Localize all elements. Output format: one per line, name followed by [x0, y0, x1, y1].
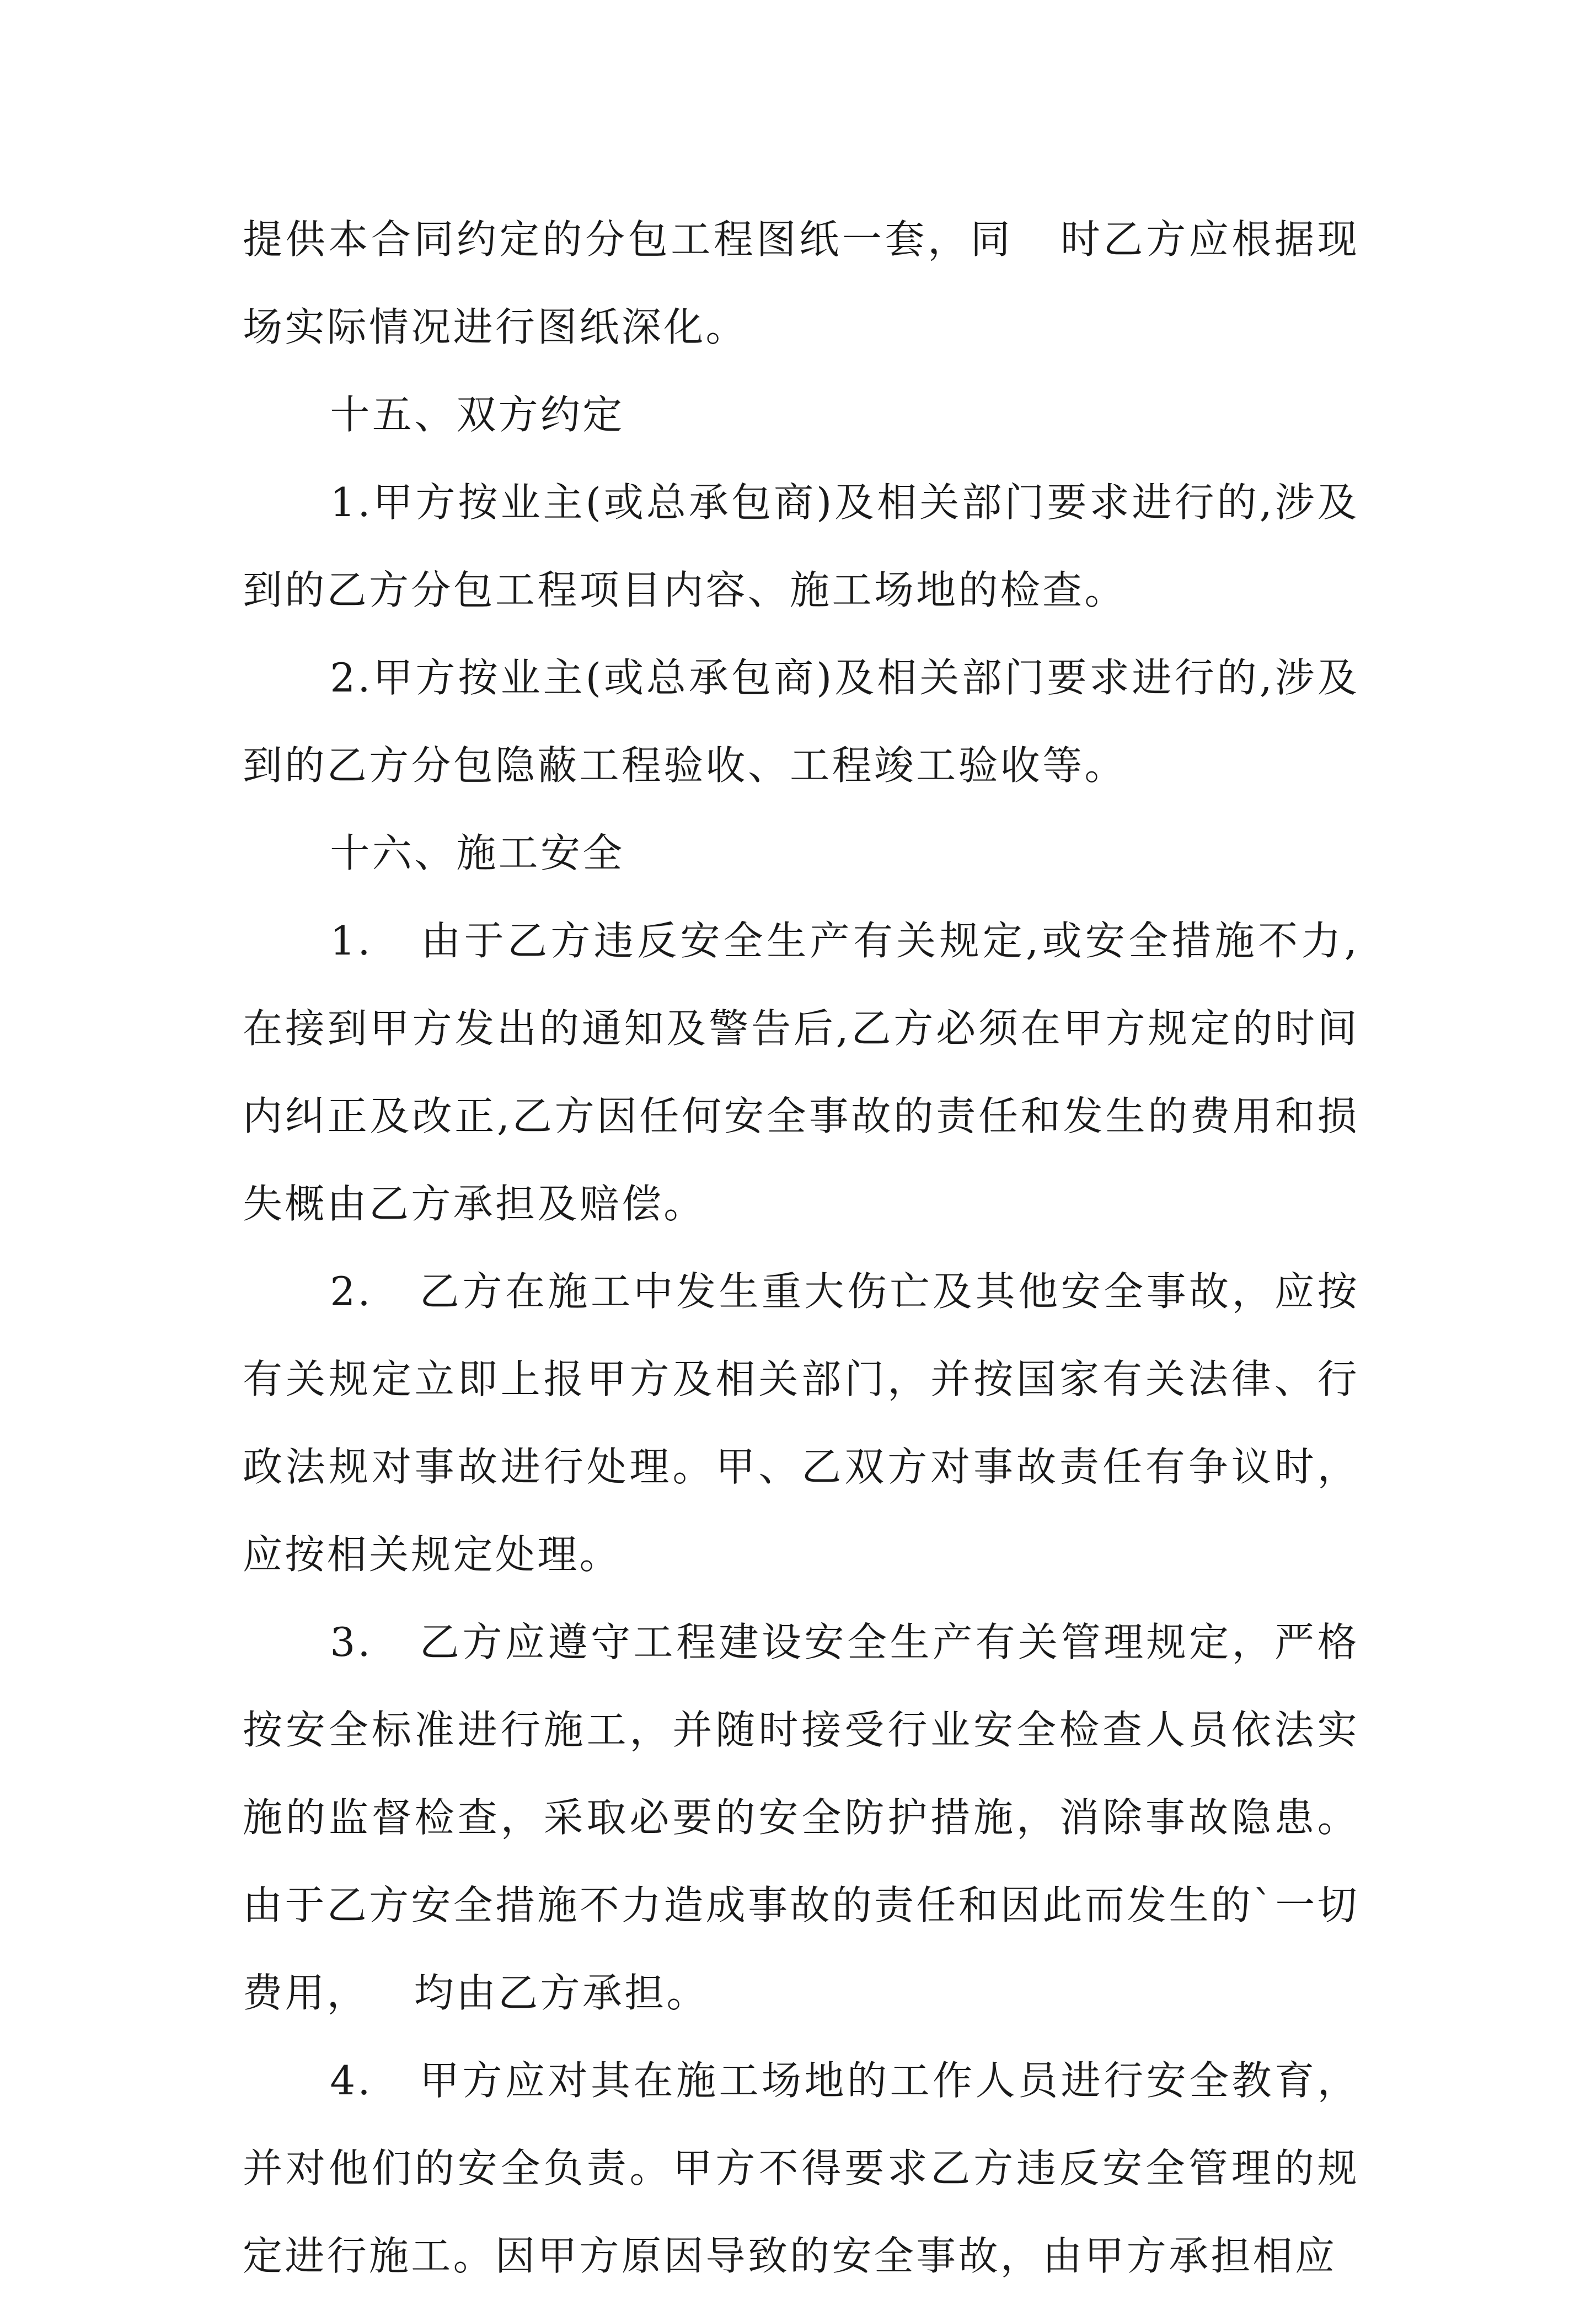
clause-16-3: 3. 乙方应遵守工程建设安全生产有关管理规定，严格按安全标准进行施工，并随时接受行业安全检查人员依法实施的监督检查，采取必要的安全防护措施，消除事故隐患。由于乙方安全措施不力造成事故的责任和因此而发生的`一切费用， 均由乙方承担。	[243, 1619, 1359, 2016]
clause-16-1: 1. 由于乙方违反安全生产有关规定,或安全措施不力,在接到甲方发出的通知及警告后,乙方必须在甲方规定的时间内纠正及改正,乙方因任何安全事故的责任和发生的费用和损失概由乙方承担及赔偿。	[243, 918, 1359, 1227]
clause-15-2: 2.甲方按业主(或总承包商)及相关部门要求进行的,涉及到的乙方分包隐蔽工程验收、工程竣工验收等。	[243, 655, 1359, 789]
paragraph-continuation: 提供本合同约定的分包工程图纸一套，同 时乙方应根据现场实际情况进行图纸深化。	[243, 216, 1359, 350]
clause-15-1: 1.甲方按业主(或总承包商)及相关部门要求进行的,涉及到的乙方分包工程项目内容、施工场地的检查。	[243, 479, 1359, 613]
section-heading-15: 十五、双方约定	[330, 392, 625, 438]
document-body	[243, 196, 1359, 2300]
section-heading-16: 十六、施工安全	[330, 830, 625, 876]
clause-16-4: 4. 甲方应对其在施工场地的工作人员进行安全教育，并对他们的安全负责。甲方不得要求乙方违反安全管理的规定进行施工。因甲方原因导致的安全事故，由甲方承担相应	[243, 2057, 1359, 2279]
clause-16-2: 2. 乙方在施工中发生重大伤亡及其他安全事故，应按有关规定立即上报甲方及相关部门，并按国家有关法律、行政法规对事故进行处理。甲、乙双方对事故责任有争议时，应按相关规定处理。	[243, 1268, 1359, 1578]
